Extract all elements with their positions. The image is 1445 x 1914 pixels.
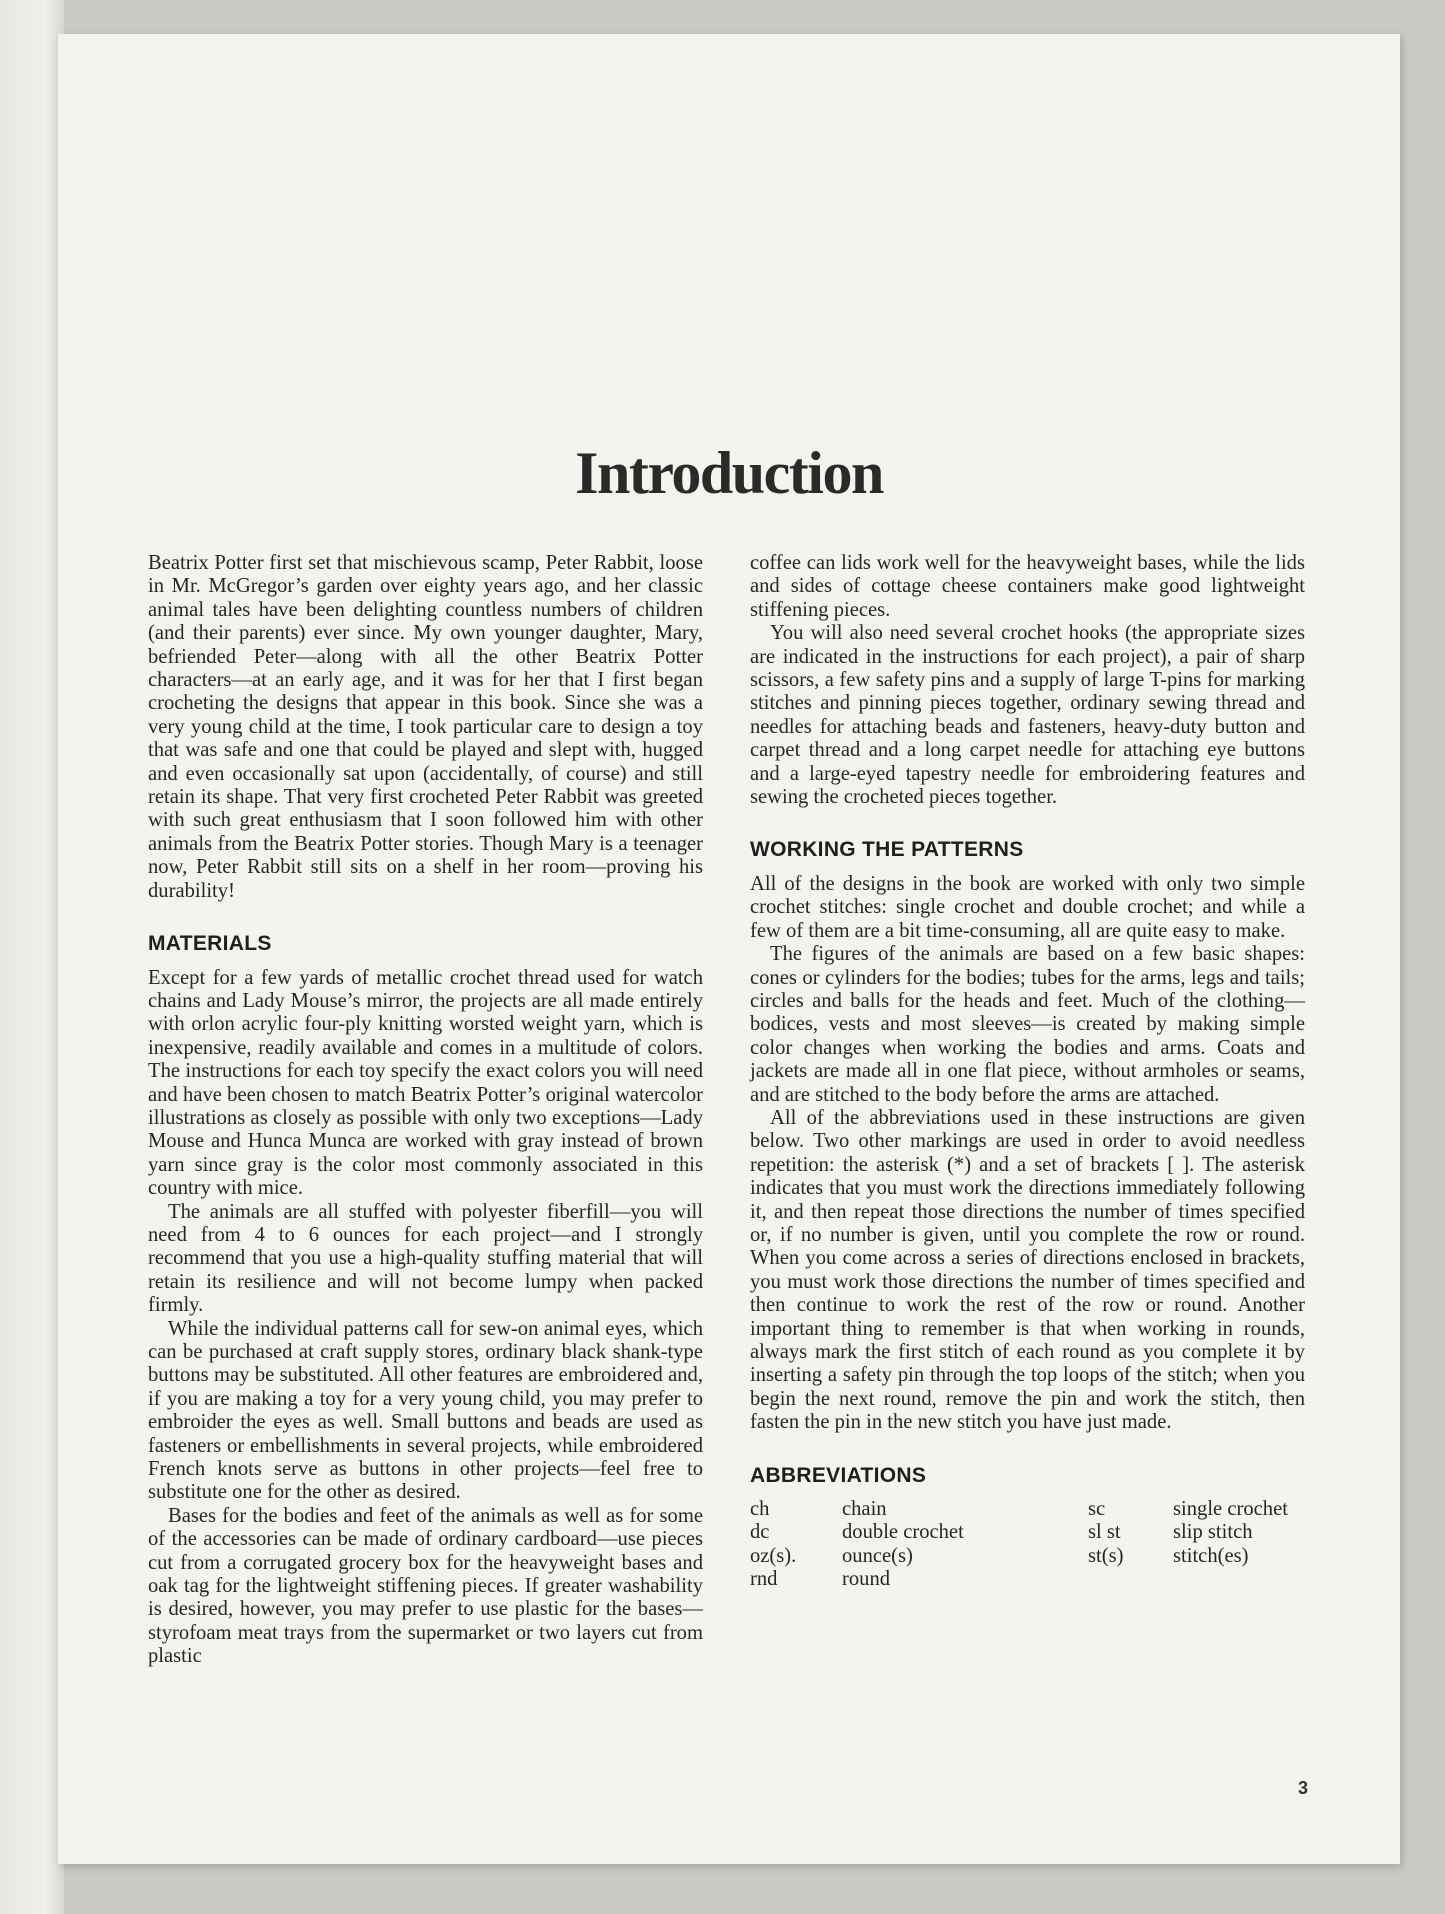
abbreviation-term — [1088, 1568, 1173, 1591]
abbreviation-term: sc — [1088, 1498, 1106, 1521]
abbreviation-row — [750, 1545, 1305, 1568]
abbreviations-heading: ABBREVIATIONS — [750, 1463, 927, 1487]
page-number: 3 — [1298, 1778, 1309, 1798]
abbreviation-row — [750, 1498, 1305, 1521]
abbreviation-meaning: single crochet — [1173, 1498, 1288, 1521]
page-title: Introduction — [575, 440, 883, 506]
abbreviation-term: oz(s). — [750, 1544, 797, 1567]
intro-paragraph: Beatrix Potter first set that mischievous scamp, Peter Rabbit, loose in Mr. McGregor’s garden over eighty years ago, and her classic animal tales have been delighting countless numbers of children (and their parents) ever since. My own younger daughter, Mary, befriended Peter—along with all the other Beatrix Potter characters—at an early age, and it was for her that I first began crocheting the designs that appear in this book. Since she was a very young child at the time, I took particular care to design a toy that was safe and one that could be played and slept with, hugged and even occasionally sat upon (accidentally, of course) and still retain its shape. That very first crocheted Peter Rabbit was greeted with such great enthusiasm that I soon followed him with other animals from the Beatrix Potter stories. Though Mary is a teenager now, Peter Rabbit still sits on a shelf in her room—proving his durability! — [148, 552, 703, 902]
abbreviation-term: st(s) — [1088, 1544, 1124, 1567]
hooks-paragraph: You will also need several crochet hooks (the appropriate sizes are indicated in the instructions for each project), a pair of sharp scissors, a few safety pins and a supply of large T-pins for marking stitches and pinning pieces together, ordinary sewing thread and needles for attaching beads and fasteners, heavy-duty button and carpet thread and a long carpet needle for attaching eye buttons and a large-eyed tapestry needle for embroidering features and sewing the crocheted pieces together. — [750, 622, 1305, 809]
working-paragraph: All of the designs in the book are worked with only two simple crochet stitches: single crochet and double crochet; and while a few of them are a bit time-consuming, all are quite easy to make. — [750, 872, 1305, 942]
abbreviation-meaning: slip stitch — [1173, 1521, 1253, 1544]
abbreviations-table — [750, 1498, 1305, 1592]
working-patterns-heading: WORKING THE PATTERNS — [750, 838, 1024, 862]
materials-paragraph: While the individual patterns call for sew-on animal eyes, which can be purchased at craft supply stores, ordinary black shank-type buttons may be substituted. All other features are embroidered and, if you are making a toy for a very young child, you may prefer to embroider the eyes as well. Small buttons and beads are used as fasteners or embellishments in several projects, while embroidered French knots serve as buttons in other projects—feel free to substitute one for the other as desired. — [148, 1317, 703, 1504]
book-page — [58, 34, 1400, 1864]
abbreviation-term: rnd — [750, 1568, 778, 1591]
abbreviation-meaning: stitch(es) — [1173, 1544, 1249, 1567]
materials-paragraph: The animals are all stuffed with polyester fiberfill—you will need from 4 to 6 ounces for each project—and I strongly recommend that you use a high-quality stuffing material that will retain its resilience and will not become lumpy when packed firmly. — [148, 1200, 703, 1317]
materials-paragraph: Except for a few yards of metallic crochet thread used for watch chains and Lady Mouse’s mirror, the projects are all made entirely with orlon acrylic four-ply knitting worsted weight yarn, which is inexpensive, readily available and comes in a multitude of colors. The instructions for each toy specify the exact colors you will need and have been chosen to match Beatrix Potter’s original watercolor illustrations as closely as possible with only two exceptions—Lady Mouse and Hunca Munca are worked with gray instead of brown yarn since gray is the color most commonly associated in this country with mice. — [148, 966, 703, 1200]
working-paragraph: All of the abbreviations used in these instructions are given below. Two other markings are used in order to avoid needless repetition: the asterisk (*) and a set of brackets [ ]. The asterisk indicates that you must work the directions immediately following it, and then repeat those directions the number of times specified or, if no number is given, until you complete the row or round. When you come across a series of directions enclosed in brackets, you must work those directions the number of times specified and then continue to work the rest of the row or round. Another important thing to remember is that when working in rounds, always mark the first stitch of each round as you complete it by inserting a safety pin through the top loops of the stitch; when you begin the next round, remove the pin and work the stitch, then fasten the pin in the new stitch you have just made. — [750, 1106, 1305, 1434]
abbreviation-term: dc — [750, 1521, 770, 1544]
working-paragraph: The figures of the animals are based on a few basic shapes: cones or cylinders for the bodies; tubes for the arms, legs and tails; circles and balls for the heads and feet. Much of the clothing—bodices, vests and most sleeves—is created by making simple color changes when working the bodies and arms. Coats and jackets are made all in one flat piece, without armholes or seams, and are stitched to the body before the arms are attached. — [750, 943, 1305, 1106]
abbreviation-meaning: round — [842, 1568, 891, 1591]
materials-heading: MATERIALS — [148, 932, 272, 956]
abbreviation-meaning — [1173, 1568, 1305, 1591]
book-spine — [0, 0, 64, 1914]
left-column — [148, 552, 703, 1669]
abbreviation-row — [750, 1521, 1305, 1544]
materials-paragraph: Bases for the bodies and feet of the animals as well as for some of the accessories can be made of ordinary cardboard—use pieces cut from a corrugated grocery box for the heavyweight bases and oak tag for the lightweight stiffening pieces. If greater washability is desired, however, you may prefer to use plastic for the bases—styrofoam meat trays from the supermarket or two layers cut from plastic — [148, 1504, 703, 1668]
abbreviation-meaning: chain — [842, 1498, 887, 1521]
abbreviation-meaning: ounce(s) — [842, 1544, 913, 1567]
abbreviation-term: ch — [750, 1498, 770, 1521]
continued-paragraph: coffee can lids work well for the heavyweight bases, while the lids and sides of cottage cheese containers make good lightweight stiffening pieces. — [750, 552, 1305, 621]
abbreviation-term: sl st — [1088, 1521, 1121, 1544]
right-column — [750, 552, 1305, 1592]
abbreviation-meaning: double crochet — [842, 1521, 964, 1544]
abbreviation-row — [750, 1568, 1305, 1591]
